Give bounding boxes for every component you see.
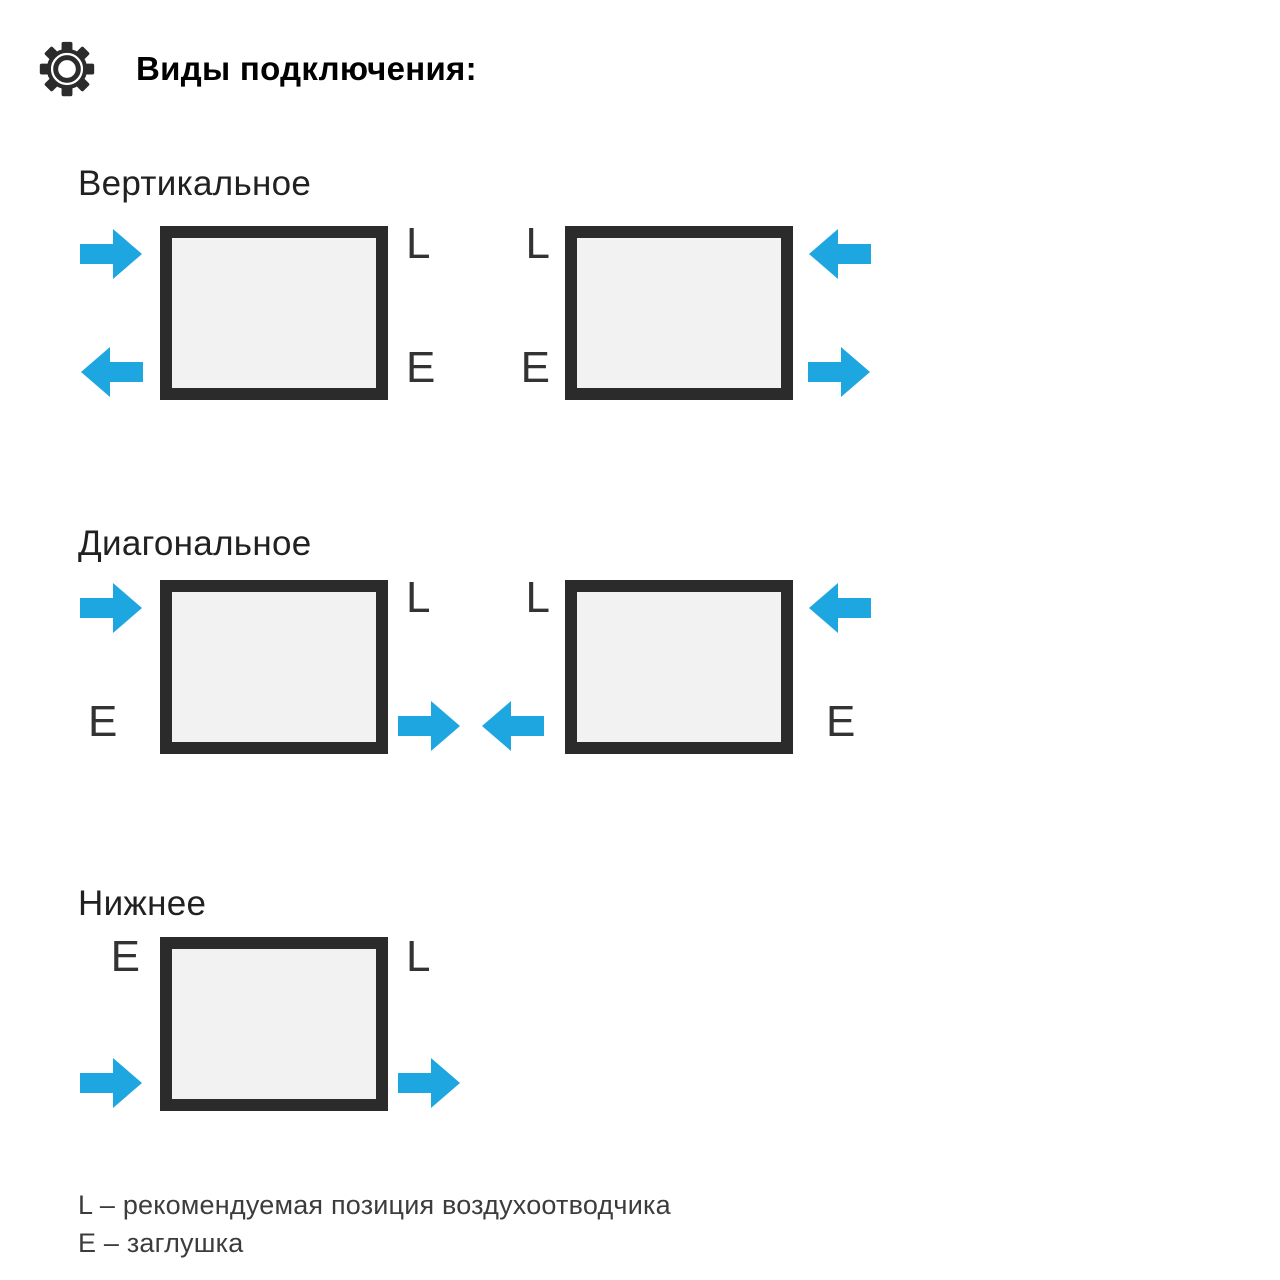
- port-label: E: [88, 697, 118, 746]
- radiator-panel: [160, 580, 388, 754]
- flow-arrow-right-icon: [80, 582, 143, 634]
- legend-line-e: E – заглушка: [78, 1228, 244, 1258]
- radiator-panel: [160, 937, 388, 1111]
- page-title: Виды подключения:: [136, 50, 477, 87]
- flow-arrow-right-icon: [80, 228, 143, 280]
- port-label: E: [826, 697, 856, 746]
- flow-arrow-left-icon: [808, 582, 871, 634]
- flow-arrow-left-icon: [808, 228, 871, 280]
- section-title-bottom: Нижнее: [78, 884, 207, 923]
- legend-line-l: L – рекомендуемая позиция воздухоотводчика: [78, 1190, 671, 1220]
- port-label: L: [525, 573, 550, 622]
- legend: [78, 1186, 671, 1262]
- port-label: E: [406, 343, 436, 392]
- flow-arrow-right-icon: [808, 346, 871, 398]
- section-title-vertical: Вертикальное: [78, 164, 312, 203]
- radiator-panel: [160, 226, 388, 400]
- gear-icon: [38, 40, 96, 98]
- flow-arrow-right-icon: [80, 1057, 143, 1109]
- radiator-panel: [565, 226, 793, 400]
- port-label: L: [406, 932, 431, 981]
- flow-arrow-right-icon: [398, 700, 461, 752]
- flow-arrow-left-icon: [481, 700, 544, 752]
- flow-arrow-left-icon: [80, 346, 143, 398]
- port-label: L: [406, 219, 431, 268]
- section-title-diagonal: Диагональное: [78, 524, 312, 563]
- port-label: E: [110, 932, 140, 981]
- flow-arrow-right-icon: [398, 1057, 461, 1109]
- radiator-panel: [565, 580, 793, 754]
- port-label: E: [520, 343, 550, 392]
- port-label: L: [406, 573, 431, 622]
- port-label: L: [525, 219, 550, 268]
